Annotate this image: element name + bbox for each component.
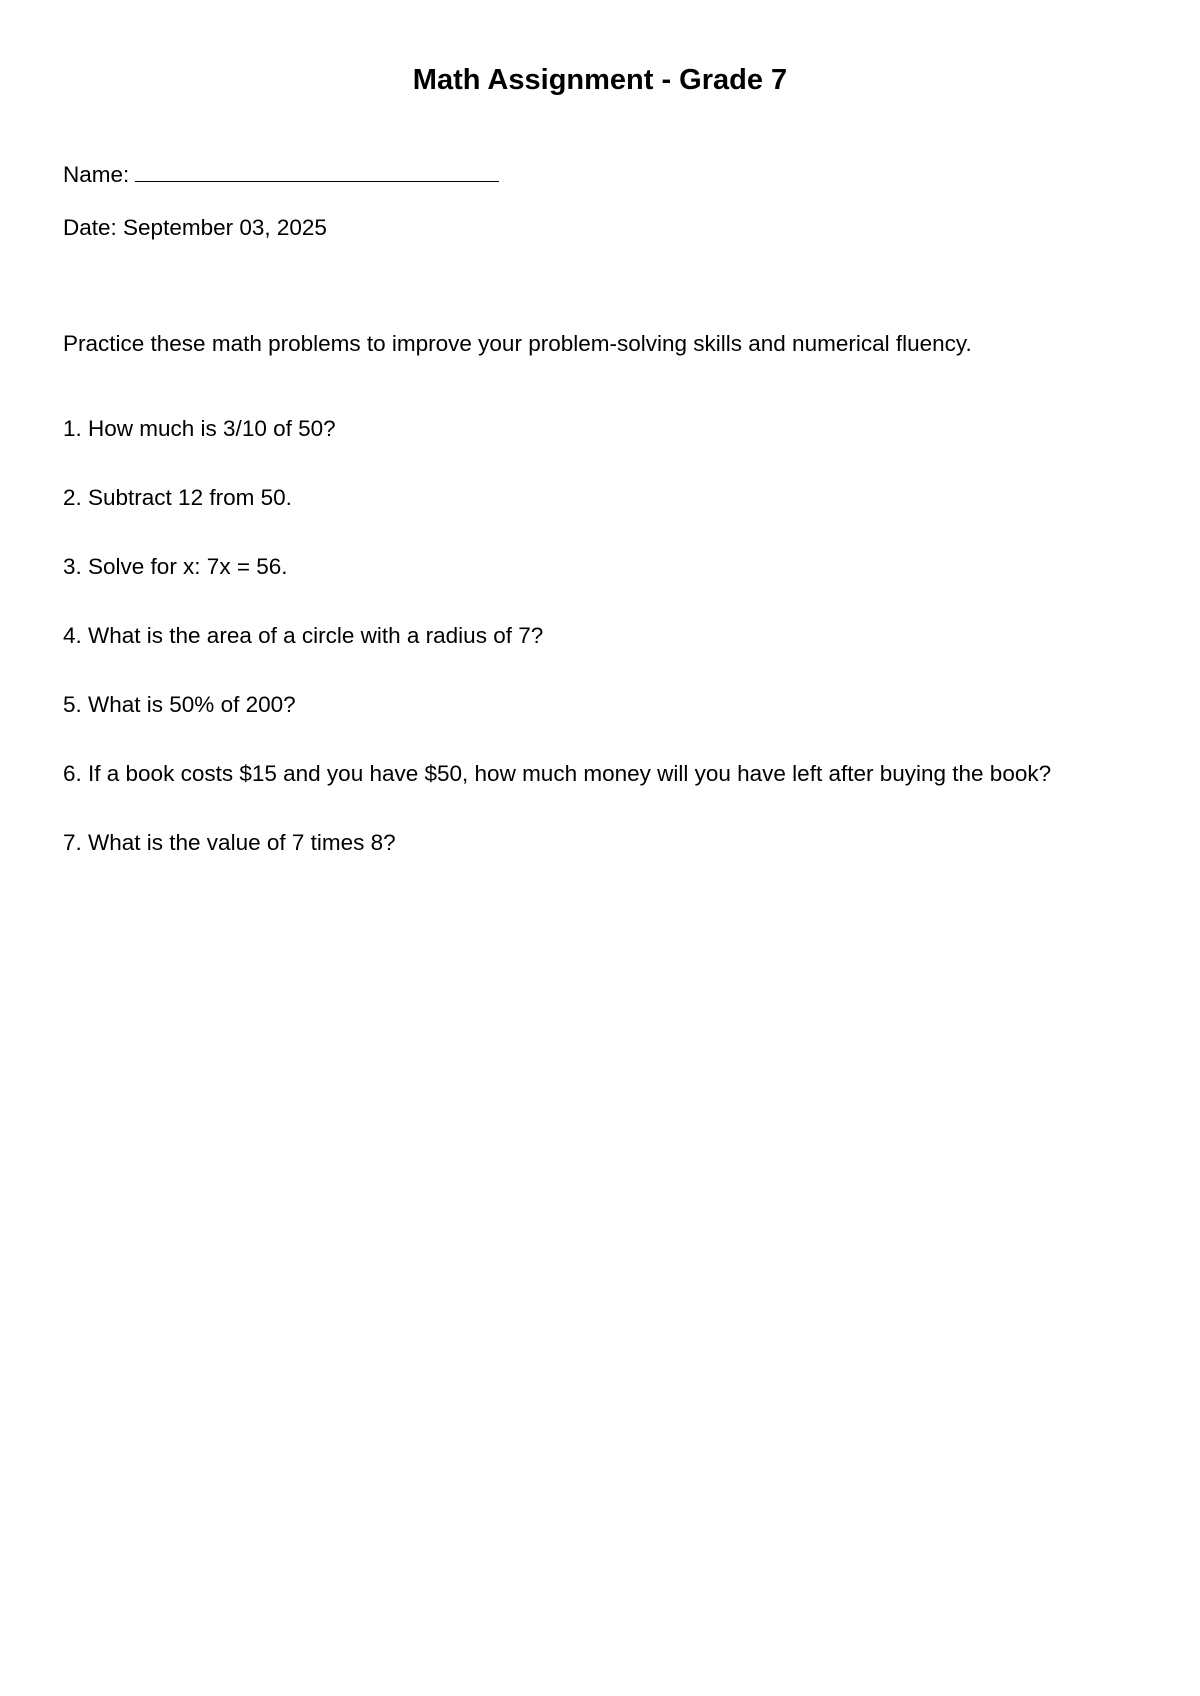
intro-text: Practice these math problems to improve your problem-solving skills and numerical fluency. bbox=[63, 331, 972, 356]
date-line: Date: September 03, 2025 bbox=[63, 215, 327, 240]
question-item: 1. How much is 3/10 of 50? bbox=[63, 416, 336, 441]
name-field-line bbox=[63, 157, 499, 189]
name-label: Name: bbox=[63, 162, 130, 187]
question-item: 5. What is 50% of 200? bbox=[63, 692, 296, 717]
question-item: 4. What is the area of a circle with a radius of 7? bbox=[63, 623, 544, 648]
question-item: 2. Subtract 12 from 50. bbox=[63, 485, 292, 510]
question-item: 3. Solve for x: 7x = 56. bbox=[63, 554, 288, 579]
name-blank-underline bbox=[135, 157, 499, 182]
question-item: 7. What is the value of 7 times 8? bbox=[63, 830, 396, 855]
question-item: 6. If a book costs $15 and you have $50, how much money will you have left after buying the book? bbox=[63, 761, 1052, 786]
document-title: Math Assignment - Grade 7 bbox=[412, 64, 788, 96]
